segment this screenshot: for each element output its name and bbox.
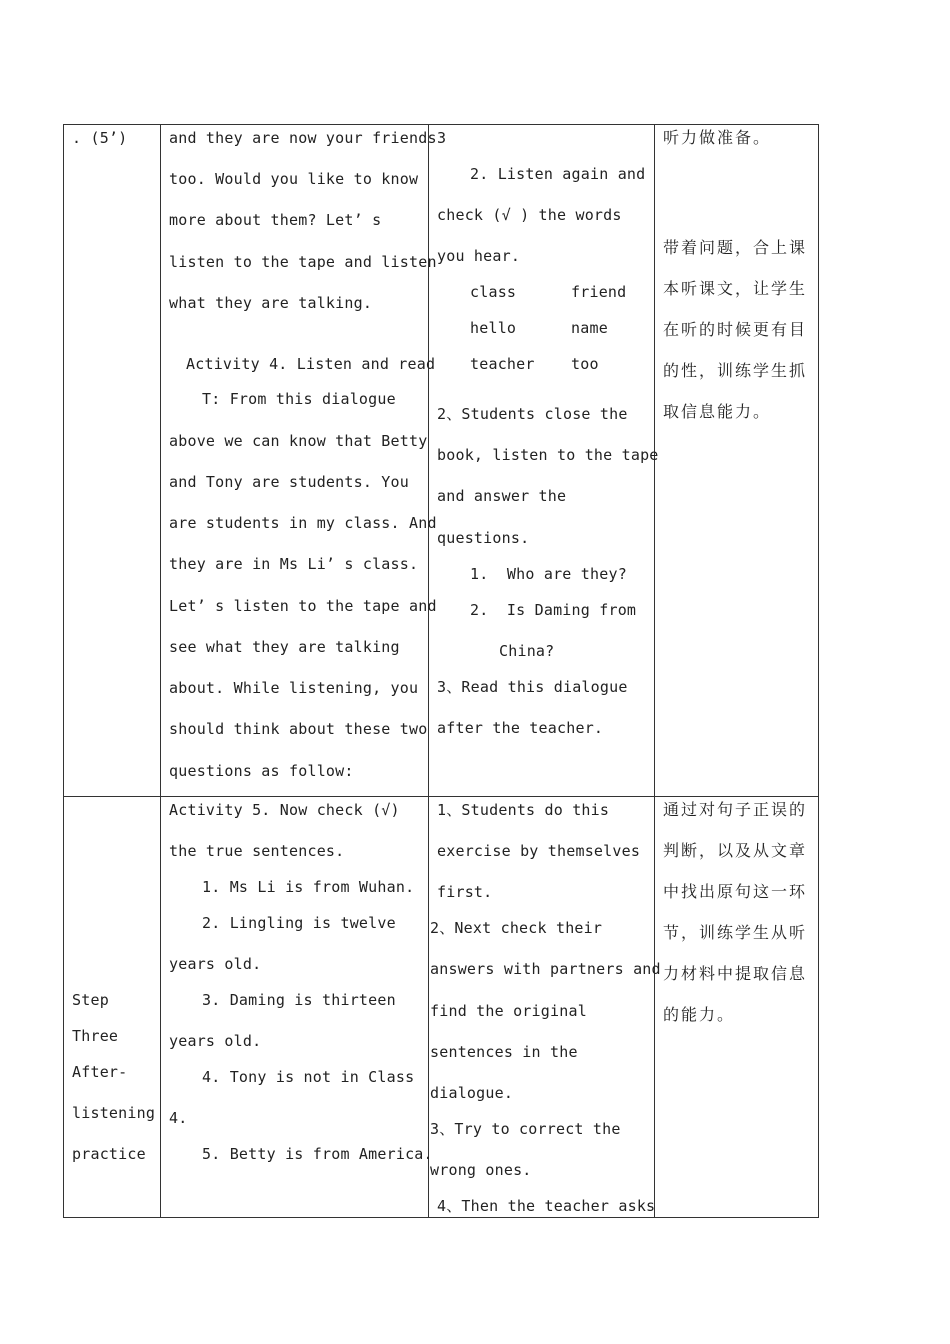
teacher-activity-line: the true sentences.	[169, 842, 345, 860]
step-label: Step	[72, 991, 109, 1009]
student-activity-line: answers with partners and	[430, 960, 661, 978]
sentence-item: years old.	[169, 955, 262, 973]
word-option: teacher	[470, 355, 535, 373]
sentence-item: 1. Ms Li is from Wuhan.	[202, 878, 415, 896]
sentence-item: 2. Lingling is twelve	[202, 914, 396, 932]
teacher-activity-line: T: From this dialogue	[202, 390, 396, 408]
student-activity-line: 3、Try to correct the	[430, 1120, 621, 1138]
question-item: 1. Who are they?	[470, 565, 627, 583]
purpose-line: 通过对句子正误的	[663, 800, 808, 819]
sentence-item: 3. Daming is thirteen	[202, 991, 396, 1009]
teacher-activity-line: should think about these two	[169, 720, 428, 738]
purpose-line: 取信息能力。	[663, 402, 772, 421]
teacher-activity-line: too. Would you like to know	[169, 170, 419, 188]
student-activity-line: check (√ ) the words	[437, 206, 622, 224]
teacher-activity-line: more about them? Let’ s	[169, 211, 382, 229]
student-activity-line: 2、Next check their	[430, 919, 603, 937]
teacher-activity-line: Let’ s listen to the tape and	[169, 597, 437, 615]
step-label: After-	[72, 1063, 128, 1081]
purpose-line: 力材料中提取信息	[663, 964, 808, 983]
student-activity-line: book, listen to the tape	[437, 446, 659, 464]
question-item: China?	[499, 642, 555, 660]
activity-heading: Activity 5. Now check (√)	[169, 801, 400, 819]
student-activity-line: 3、Read this dialogue	[437, 678, 628, 696]
student-activity-line: 3	[437, 129, 447, 147]
teacher-activity-line: they are in Ms Li’ s class.	[169, 555, 419, 573]
teacher-activity-line: listen to the tape and listen	[169, 253, 437, 271]
teacher-activity-line: above we can know that Betty	[169, 432, 428, 450]
student-activity-line: wrong ones.	[430, 1161, 532, 1179]
student-activity-line: find the original	[430, 1002, 587, 1020]
teacher-activity-line: see what they are talking	[169, 638, 400, 656]
student-activity-line: after the teacher.	[437, 719, 604, 737]
purpose-line: 的能力。	[663, 1005, 736, 1024]
student-activity-line: sentences in the	[430, 1043, 578, 1061]
purpose-line: 带着问题，合上课	[663, 238, 808, 257]
sentence-item: years old.	[169, 1032, 262, 1050]
student-activity-line: you hear.	[437, 247, 521, 265]
purpose-line: 听力做准备。	[663, 128, 772, 147]
student-activity-line: and answer the	[437, 487, 567, 505]
sentence-item: 4. Tony is not in Class	[202, 1068, 415, 1086]
question-item: 2. Is Daming from	[470, 601, 637, 619]
student-activity-line: 1、Students do this	[437, 801, 610, 819]
step-time-label: . (5’)	[72, 129, 128, 147]
row-divider	[64, 796, 818, 797]
student-activity-line: first.	[437, 883, 493, 901]
word-option: friend	[571, 283, 627, 301]
teacher-activity-line: and they are now your friends	[169, 129, 437, 147]
student-activity-line: questions.	[437, 529, 530, 547]
student-activity-line: exercise by themselves	[437, 842, 641, 860]
teacher-activity-line: what they are talking.	[169, 294, 373, 312]
teacher-activity-line: are students in my class. And	[169, 514, 437, 532]
student-activity-line: 2、Students close the	[437, 405, 628, 423]
activity-heading: Activity 4. Listen and read	[186, 355, 436, 373]
column-divider	[428, 125, 429, 1217]
column-divider	[654, 125, 655, 1217]
step-label: Three	[72, 1027, 119, 1045]
purpose-line: 中找出原句这一环	[663, 882, 808, 901]
column-divider	[160, 125, 161, 1217]
word-option: name	[571, 319, 608, 337]
word-option: too	[571, 355, 599, 373]
teacher-activity-line: about. While listening, you	[169, 679, 419, 697]
step-label: practice	[72, 1145, 146, 1163]
word-option: class	[470, 283, 517, 301]
purpose-line: 在听的时候更有目	[663, 320, 808, 339]
sentence-item: 5. Betty is from America.	[202, 1145, 433, 1163]
sentence-item: 4.	[169, 1109, 188, 1127]
purpose-line: 节，训练学生从听	[663, 923, 808, 942]
student-activity-line: 2. Listen again and	[470, 165, 646, 183]
teacher-activity-line: and Tony are students. You	[169, 473, 409, 491]
purpose-line: 本听课文，让学生	[663, 279, 808, 298]
student-activity-line: dialogue.	[430, 1084, 514, 1102]
purpose-line: 的性，训练学生抓	[663, 361, 808, 380]
teacher-activity-line: questions as follow:	[169, 762, 354, 780]
step-label: listening	[72, 1104, 156, 1122]
purpose-line: 判断，以及从文章	[663, 841, 808, 860]
student-activity-line: 4、Then the teacher asks	[437, 1197, 656, 1215]
word-option: hello	[470, 319, 517, 337]
